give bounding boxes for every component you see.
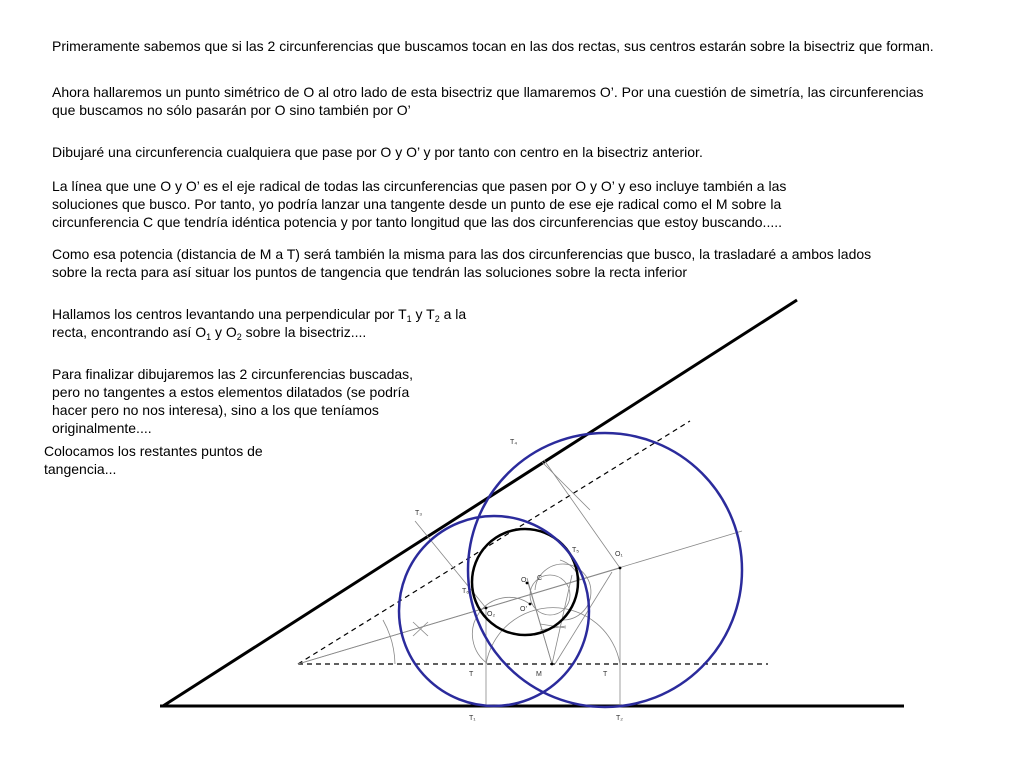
text-line: tangencia... [44,461,117,477]
label-o2: O₂ [487,611,496,618]
point-o2 [485,607,488,610]
label-o1: O₁ [615,551,623,558]
label-o-prime: O’ [520,606,527,613]
text-line: Para finalizar dibujaremos las 2 circunferencias buscadas, [52,366,414,382]
text-line: hacer pero no nos interesa), sino a los que teníamos [52,402,379,418]
point-m [551,663,554,666]
aux-circle-small [530,575,570,615]
text-line: que buscamos no sólo pasarán por O sino también por O’ [52,102,411,118]
bisector-aux-line [298,568,620,664]
small-construction-circle [535,564,591,620]
text-line: Hallamos los centros levantando una perpendicular por $T_1$ y $T_2$ a la [52,306,467,324]
text-line: sobre la recta para así situar los puntos de tangencia que tendrán las soluciones sobre la recta inferior [52,264,688,280]
label-m: M [536,671,542,678]
text-line: circunferencia C que tendría idéntica potencia y por tanto longitud que las dos circunferencias que estoy buscando..... [52,214,783,230]
label-o: O [521,577,527,584]
aux-segment-2 [528,583,552,664]
label-c: C [537,575,543,582]
point-o-prime [529,603,532,606]
text-line: Ahora hallaremos un punto simétrico de O al otro lado de esta bisectriz que llamaremos O’. Por una cuestión de simetría, las circunferencias [52,84,924,100]
dilated-upper-line [298,421,690,664]
label-t2: T₂ [616,715,623,722]
text-line: La línea que une O y O’ es el eje radical de todas las circunferencias que pasen por O y O’ y eso incluye también a las [52,178,787,194]
label-t-right: T [603,671,608,678]
label-t4: T₄ [510,439,518,446]
text-line: pero no tangentes a estos elementos dilatados (se podría [52,384,410,400]
label-t-left: T [469,671,474,678]
text-line: Dibujaré una circunferencia cualquiera que pase por O y O’ y por tanto con centro en la bisectriz anterior. [52,144,703,160]
label-t1: T₁ [469,715,476,722]
text-line: soluciones que busco. Por tanto, yo podría lanzar una tangente desde un punto de ese eje radical como el M sobre la [52,196,782,212]
text-line: Colocamos los restantes puntos de [44,443,263,459]
center-to-t4 [544,460,620,568]
label-t6: T₆ [462,588,470,595]
point-o1 [619,567,622,570]
bisector-arc [383,620,395,664]
text-line: Como esa potencia (distancia de M a T) será también la misma para las dos circunferencias que busco, la trasladaré a ambos lados [52,246,872,262]
text-line: Primeramente sabemos que si las 2 circunferencias que buscamos tocan en las dos rectas, sus centros estarán sobre la bisectriz que forman. [52,38,934,54]
text-line: originalmente.... [52,420,152,436]
label-t5: T₅ [572,547,580,554]
transfer-arc [486,608,620,664]
t4-guide [542,462,590,510]
text-line: recta, encontrando así $O_1$ y $O_2$ sobre la bisectriz.... [52,324,367,342]
upper-line [163,300,797,706]
label-t3: T₃ [415,510,423,517]
